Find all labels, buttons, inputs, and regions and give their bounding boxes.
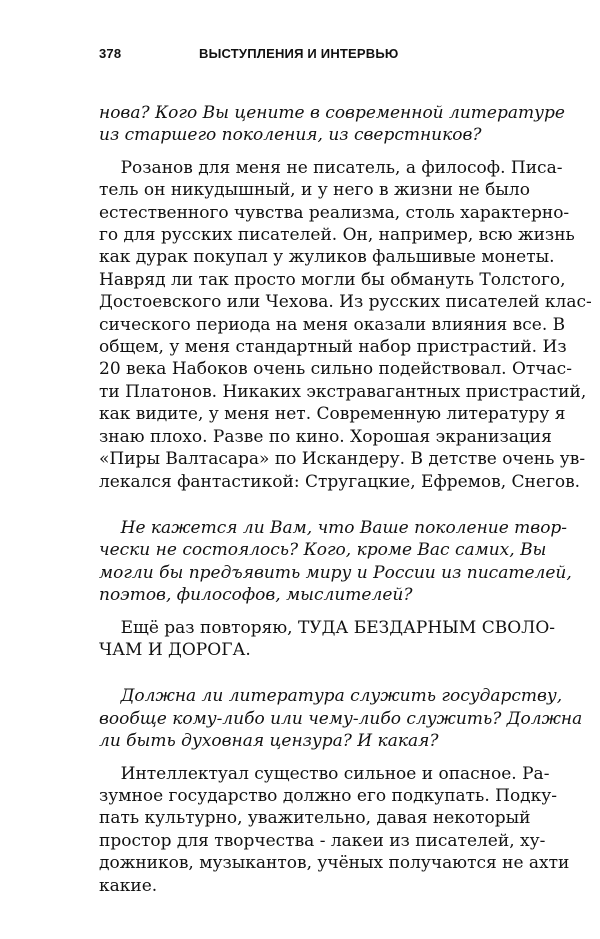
section-title: ВЫСТУПЛЕНИЯ И ИНТЕРВЬЮ <box>199 46 399 61</box>
text-line: знаю плохо. Разве по кино. Хорошая экранизация <box>99 426 552 447</box>
text-line: Не кажется ли Вам, что Ваше поколение твор- <box>99 517 568 538</box>
text-line: чески не состоялось? Кого, кроме Вас самих, Вы <box>99 540 547 561</box>
text-line: Достоевского или Чехова. Из русских писателей клас- <box>99 292 592 313</box>
text-line: простор для творчества - лакеи из писателей, ху- <box>99 830 546 851</box>
text-line: 20 века Набоков очень сильно подействовал. Отчас- <box>99 359 572 380</box>
interview-question <box>99 685 583 752</box>
text-line: из старшего поколения, из сверстников? <box>99 125 482 146</box>
page-number: 378 <box>99 46 122 61</box>
text-line: Должна ли литература служить государству, <box>99 686 563 707</box>
interview-answer <box>99 617 555 662</box>
text-line: как дурак покупал у жуликов фальшивые монеты. <box>99 247 555 268</box>
text-line: естественного чувства реализма, столь характерно- <box>99 202 570 223</box>
text-line: тель он никудышный, и у него в жизни не было <box>99 180 530 201</box>
text-line: зумное государство должно его подкупать. Подку- <box>99 785 558 806</box>
interview-answer <box>99 763 570 897</box>
text-line: могли бы предъявить миру и России из писателей, <box>99 562 572 583</box>
text-line: нова? Кого Вы цените в современной литературе <box>99 103 565 123</box>
text-line: лекался фантастикой: Стругацкие, Ефремов, Снегов. <box>99 471 581 492</box>
text-line: пать культурно, уважительно, давая некоторый <box>99 808 531 829</box>
text-line: дожников, музыкантов, учёных получаются не ахти <box>99 853 570 874</box>
text-line: Ещё раз повторяю, ТУДА БЕЗДАРНЫМ СВОЛО- <box>99 617 555 638</box>
book-page <box>99 44 592 896</box>
text-line: какие. <box>99 875 158 896</box>
text-line: Навряд ли так просто могли бы обмануть Толстого, <box>99 269 566 290</box>
interview-question <box>99 102 565 147</box>
text-line: «Пиры Валтасара» по Искандеру. В детстве очень ув- <box>99 449 586 470</box>
text-line: ЧАМ И ДОРОГА. <box>99 639 251 660</box>
text-line: как видите, у меня нет. Современную литературу я <box>99 404 566 425</box>
text-line: общем, у меня стандартный набор пристрастий. Из <box>99 337 567 358</box>
running-head <box>99 44 519 66</box>
text-line: поэтов, философов, мыслителей? <box>99 585 413 606</box>
text-line: го для русских писателей. Он, например, всю жизнь <box>99 225 575 246</box>
text-line: Розанов для меня не писатель, а философ. Писа- <box>99 157 563 178</box>
text-line: сического периода на меня оказали влияния все. В <box>99 314 566 335</box>
page-body <box>99 102 592 897</box>
text-line: ли быть духовная цензура? И какая? <box>99 731 439 752</box>
text-line: Интеллектуал существо сильное и опасное. Ра- <box>99 763 550 784</box>
interview-answer <box>99 157 592 493</box>
text-line: вообще кому-либо или чему-либо служить? Должна <box>99 708 583 729</box>
interview-question <box>99 517 572 607</box>
text-line: ти Платонов. Никаких экстравагантных пристрастий, <box>99 381 587 402</box>
